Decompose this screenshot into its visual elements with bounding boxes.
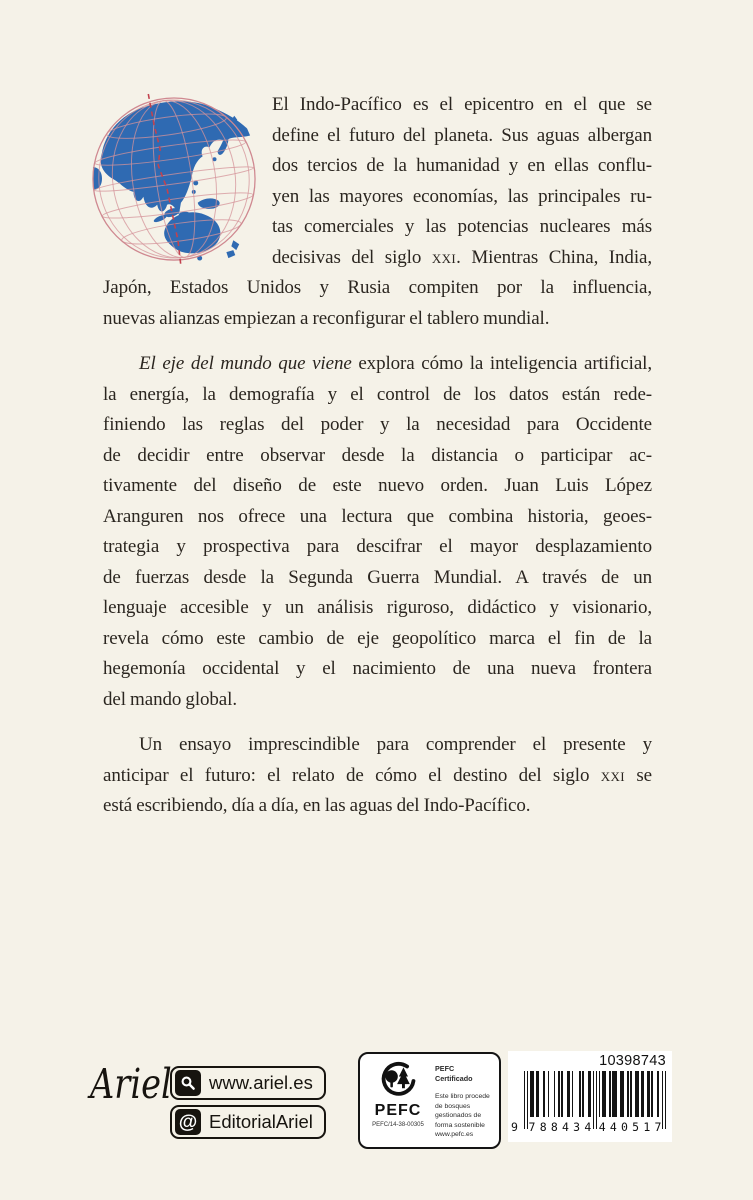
synopsis-paragraph: Un ensayo imprescindible para comprender el presente y anticipar el futuro: el relato de cómo el destino del siglo xxi se está escribiendo, día a día, en las aguas del Indo-Pacífico. <box>103 734 652 816</box>
pefc-body-text: Este libro procede de bosques gestionados de forma sostenible <box>435 1093 490 1129</box>
barcode <box>508 1051 672 1142</box>
pefc-logo-icon <box>375 1061 421 1101</box>
search-icon <box>175 1070 201 1096</box>
pefc-title: PEFC Certificado <box>435 1064 473 1084</box>
globe-illustration <box>89 92 259 268</box>
synopsis-paragraph: El Indo-Pacífico es el epicentro en el que se define el futuro del planeta. Sus aguas albergan dos tercios de la humanidad y en ellas conflu- yen las mayores economías, las principales ru- tas comerciales y las potencias nucleares más decisivas del siglo xxi. Mientras China, India, Japón, Estados Unidos y Rusia compiten por la influencia, nuevas alianzas empiezan a reconfigurar el tablero mundial. <box>103 94 652 329</box>
pefc-url: www.pefc.es <box>435 1131 474 1139</box>
pefc-cert-number: PEFC/14-38-00305 <box>372 1122 424 1128</box>
isbn-group-1: 7 8 8 4 3 4 <box>528 1120 592 1134</box>
indo-pacific-globe-icon <box>89 92 259 268</box>
isbn-group-2: 4 4 0 5 1 7 <box>598 1120 662 1134</box>
isbn-lead-digit: 9 <box>511 1120 518 1134</box>
website-link[interactable] <box>170 1066 326 1100</box>
website-link-label: www.ariel.es <box>209 1072 313 1093</box>
pefc-certificate <box>358 1052 501 1149</box>
barcode-top-number: 10398743 <box>599 1053 666 1069</box>
at-icon: @ <box>175 1109 201 1135</box>
publisher-links <box>170 1066 326 1139</box>
publisher-logo: Ariel <box>90 1060 172 1108</box>
social-link-label: EditorialAriel <box>209 1111 313 1132</box>
synopsis-paragraph: El eje del mundo que viene explora cómo la inteligencia artificial, la energía, la demografía y el control de los datos están rede- finiendo las reglas del poder y la necesidad para Occidente de decidir entre observar desde la distancia o participar ac- tivamente del diseño de este nuevo orden. Juan Luis López Aranguren nos ofrece una lectura que combina historia, geoes- trategia y prospectiva para descifrar el mayor desplazamiento de fuerzas desde la Segunda Guerra Mundial. A través de un lenguaje accesible y un análisis riguroso, didáctico y visionario, revela cómo este cambio de eje geopolítico marca el fin de la hegemonía occidental y el nacimiento de una nueva frontera del mando global. <box>103 353 652 710</box>
social-link[interactable] <box>170 1105 326 1139</box>
pefc-wordmark: PEFC <box>374 1102 422 1119</box>
synopsis <box>103 90 652 822</box>
